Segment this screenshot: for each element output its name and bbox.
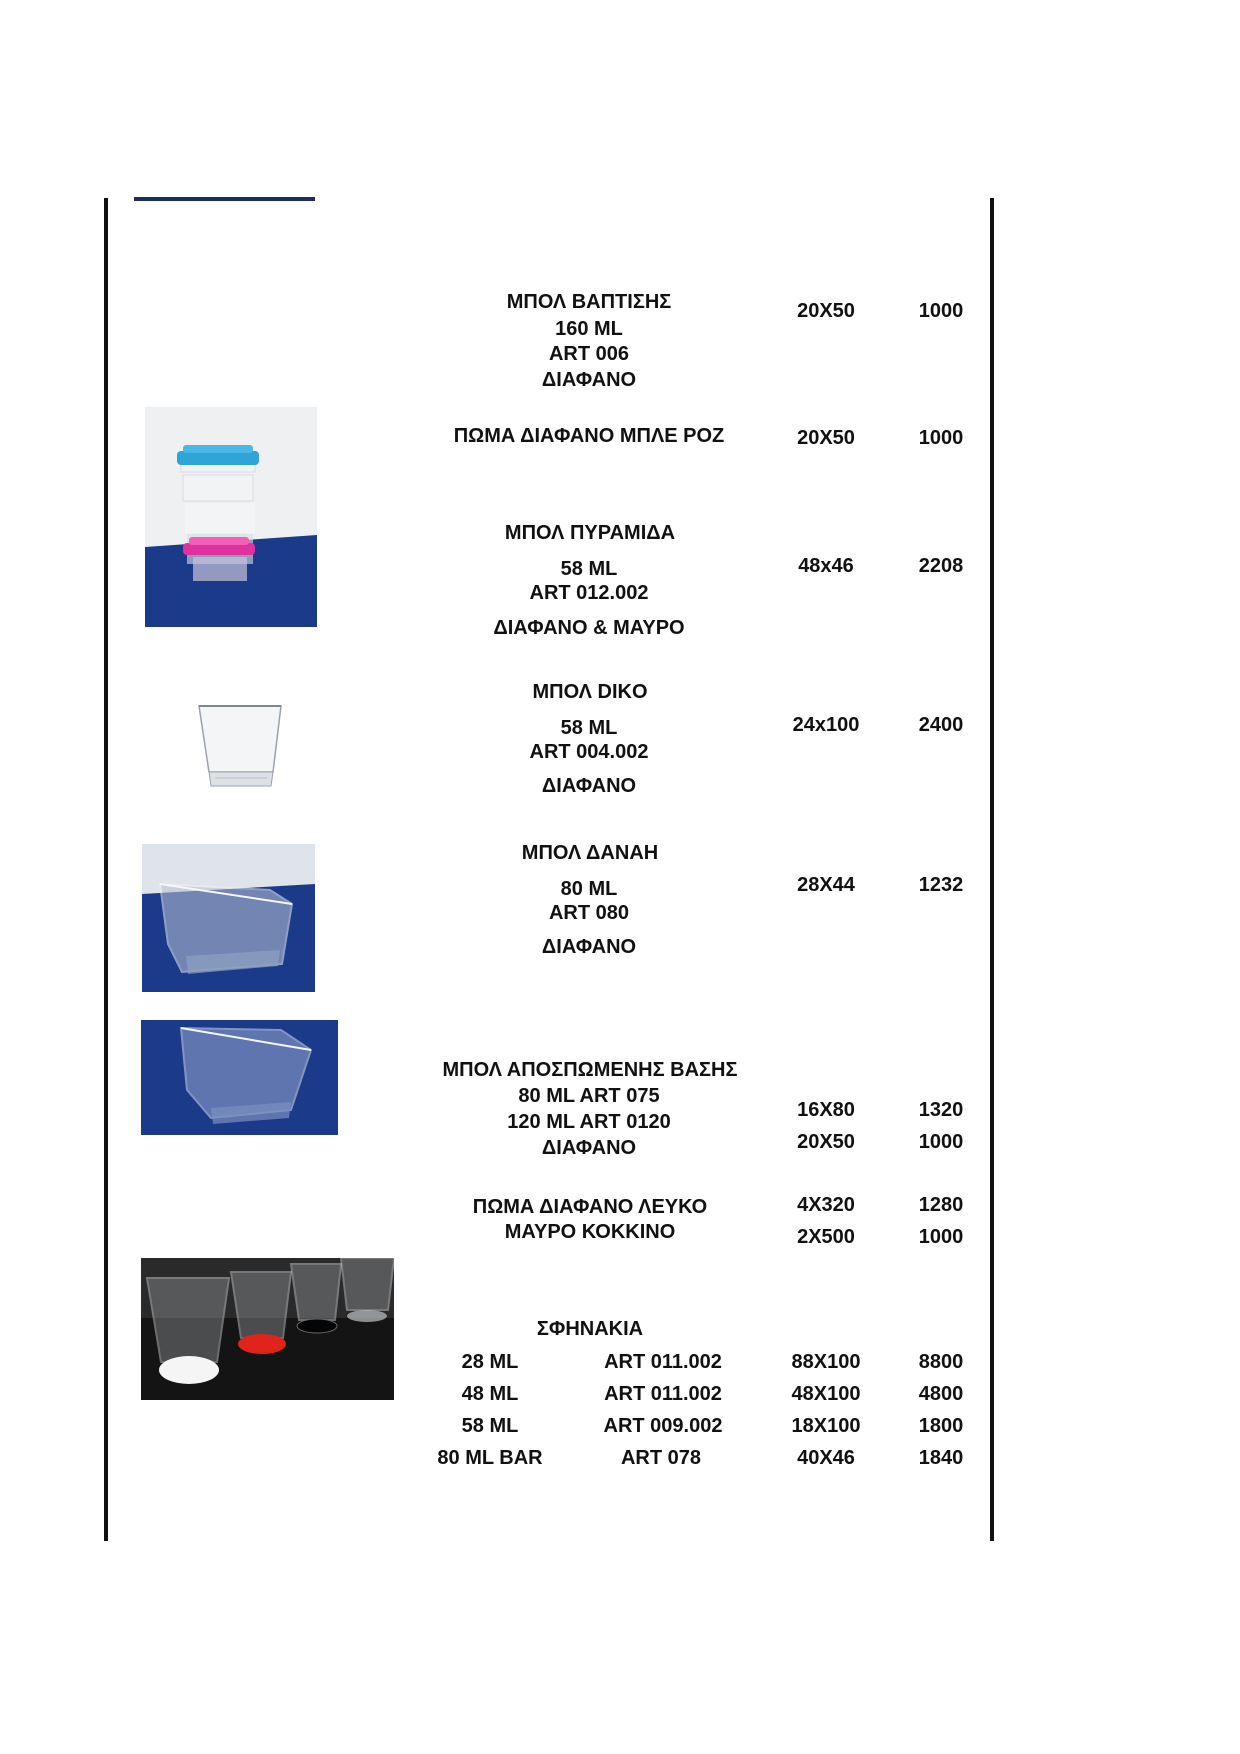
product-volume: 58 ML [560, 558, 618, 580]
product-name: ΠΩΜΑ ΔΙΑΦΑΝΟ ΛΕΥΚΟ [472, 1196, 708, 1218]
shot-qty: 8800 [918, 1351, 964, 1373]
product-art-line: 80 ML ART 075 [518, 1085, 660, 1107]
header-accent-bar [134, 197, 315, 201]
product-pack: 20X50 [797, 427, 855, 449]
product-art: ART 012.002 [529, 582, 649, 604]
product-art-line: 120 ML ART 0120 [507, 1111, 671, 1133]
product-qty: 2400 [918, 714, 964, 736]
diko-bowl-photo [195, 700, 285, 790]
shot-size: 28 ML [461, 1351, 519, 1373]
shot-art: ART 009.002 [603, 1415, 723, 1437]
bowl-lids-photo [145, 407, 317, 627]
product-volume: 80 ML [560, 878, 618, 900]
shot-size: 80 ML BAR [437, 1447, 543, 1469]
shot-art: ART 011.002 [604, 1351, 722, 1373]
shot-size: 48 ML [461, 1383, 519, 1405]
product-qty: 2208 [918, 555, 964, 577]
product-name: ΜΠΟΛ ΑΠΟΣΠΩΜΕΝΗΣ ΒΑΣΗΣ [442, 1059, 738, 1081]
shot-art: ART 078 [620, 1447, 702, 1469]
product-pack: 4X320 [797, 1194, 855, 1216]
product-volume: 160 ML [555, 318, 623, 340]
product-qty: 1000 [918, 300, 964, 322]
product-art: ART 006 [548, 343, 630, 365]
product-pack: 20X50 [797, 300, 855, 322]
product-name: ΠΩΜΑ ΔΙΑΦΑΝΟ ΜΠΛΕ ΡΟΖ [453, 425, 725, 447]
shot-qty: 1800 [918, 1415, 964, 1437]
product-color: ΔΙΑΦΑΝΟ [541, 775, 637, 797]
product-pack: 48x46 [798, 555, 854, 577]
left-border [104, 198, 108, 1541]
detachable-base-bowl-photo [141, 1020, 338, 1135]
product-qty: 1000 [918, 427, 964, 449]
product-qty: 1000 [918, 1226, 964, 1248]
product-pack: 24x100 [792, 714, 860, 736]
shot-glasses-photo [141, 1258, 394, 1400]
shot-pack: 88X100 [791, 1351, 861, 1373]
product-pack: 16X80 [797, 1099, 855, 1121]
product-pack: 28X44 [797, 874, 855, 896]
product-volume: 58 ML [560, 717, 618, 739]
shot-pack: 18X100 [791, 1415, 861, 1437]
right-border [990, 198, 994, 1541]
shot-art: ART 011.002 [604, 1383, 722, 1405]
product-art: ART 080 [548, 902, 630, 924]
product-name: ΜΠΟΛ ΒΑΠΤΙΣΗΣ [506, 291, 672, 313]
product-art: ART 004.002 [529, 741, 649, 763]
product-name: ΜΑΥΡΟ ΚΟΚΚΙΝΟ [504, 1221, 676, 1243]
product-qty: 1320 [918, 1099, 964, 1121]
shot-pack: 48X100 [791, 1383, 861, 1405]
shot-qty: 1840 [918, 1447, 964, 1469]
product-pack: 2X500 [797, 1226, 855, 1248]
product-color: ΔΙΑΦΑΝΟ & ΜΑΥΡΟ [493, 617, 685, 639]
danai-bowl-photo [142, 844, 315, 992]
product-qty: 1280 [918, 1194, 964, 1216]
product-color: ΔΙΑΦΑΝΟ [541, 936, 637, 958]
shot-pack: 40X46 [797, 1447, 855, 1469]
shot-size: 58 ML [461, 1415, 519, 1437]
product-name: ΣΦΗΝΑΚΙΑ [536, 1318, 644, 1340]
product-pack: 20X50 [797, 1131, 855, 1153]
product-name: ΜΠΟΛ DIKO [532, 681, 648, 703]
product-name: ΜΠΟΛ ΠΥΡΑΜΙΔΑ [504, 522, 676, 544]
product-qty: 1232 [918, 874, 964, 896]
product-color: ΔΙΑΦΑΝΟ [541, 1137, 637, 1159]
shot-qty: 4800 [918, 1383, 964, 1405]
product-name: ΜΠΟΛ ΔΑΝΑΗ [521, 842, 659, 864]
product-qty: 1000 [918, 1131, 964, 1153]
product-color: ΔΙΑΦΑΝΟ [541, 369, 637, 391]
